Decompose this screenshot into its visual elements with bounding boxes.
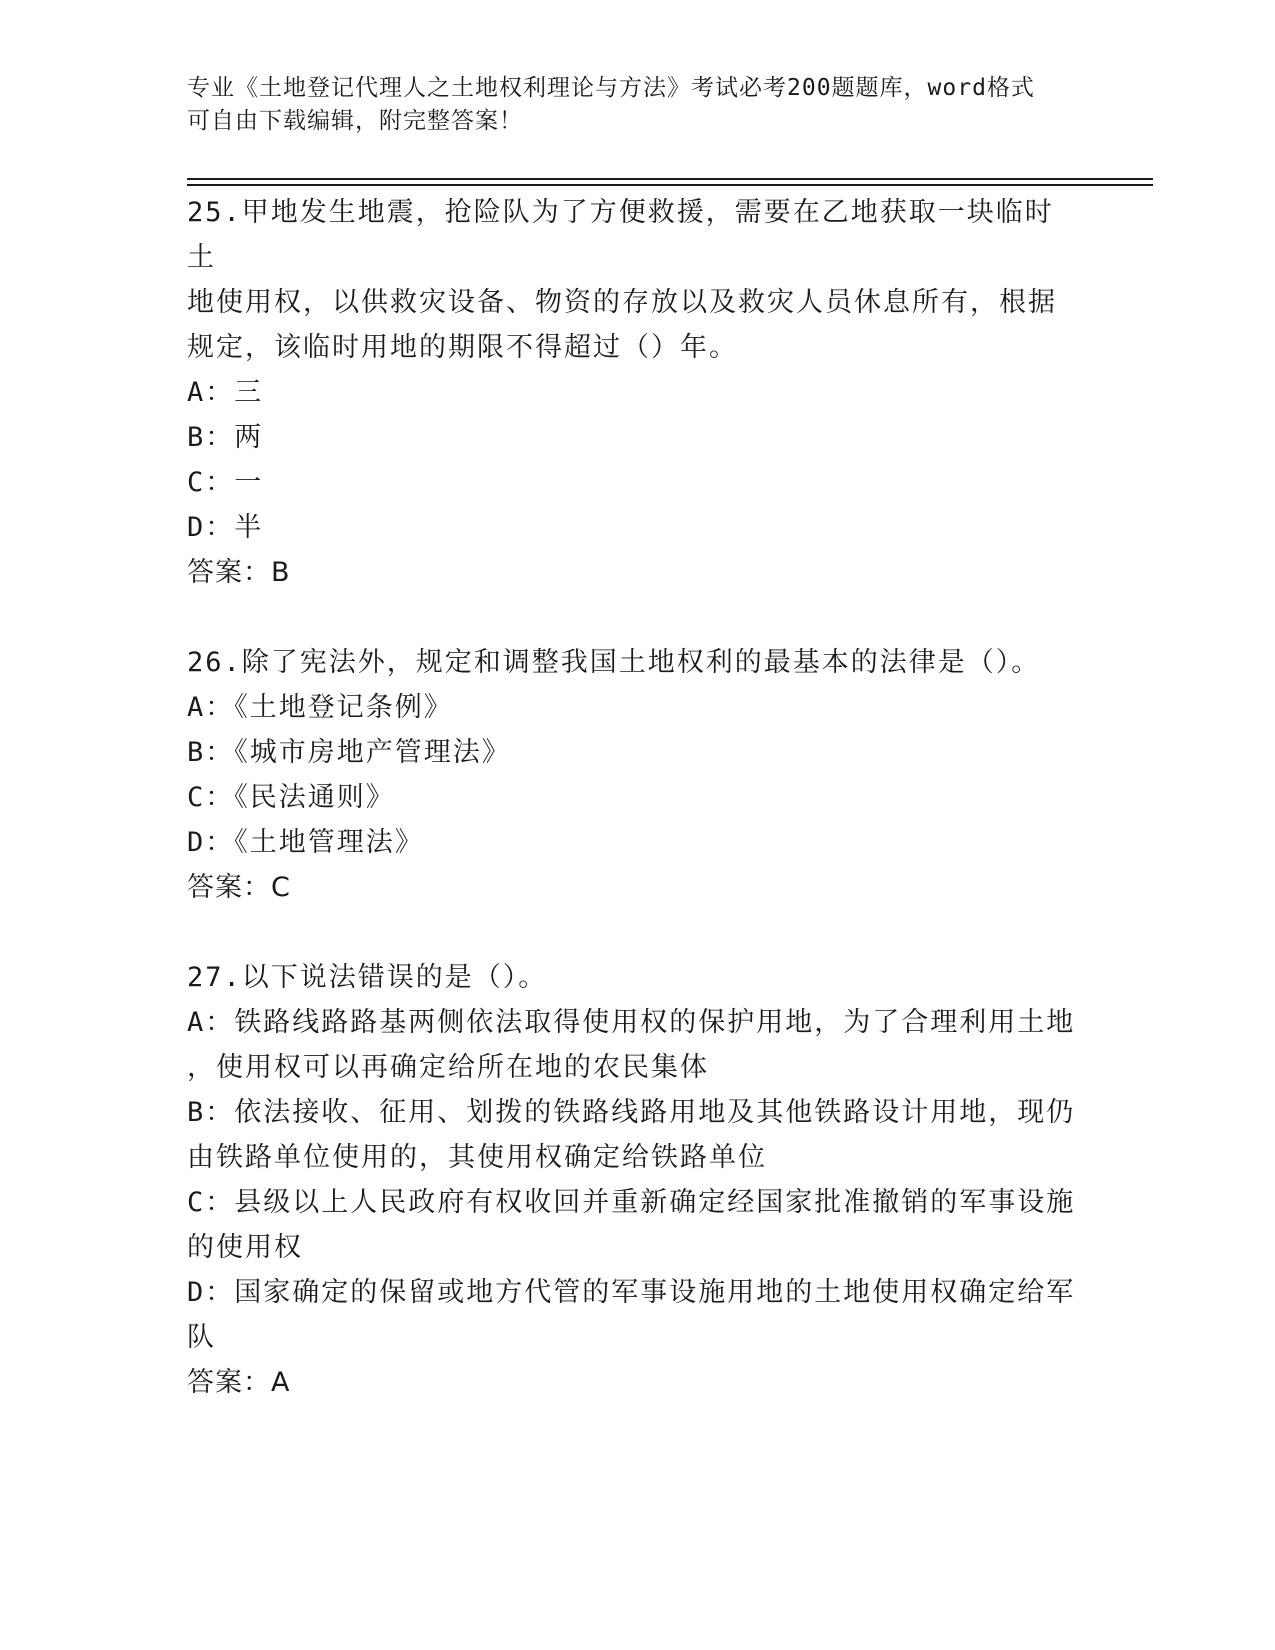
header-divider-bottom (187, 184, 1153, 186)
option-d-line-1: D：国家确定的保留或地方代管的军事设施用地的土地使用权确定给军 (187, 1277, 1076, 1308)
option-b-line-1: B：依法接收、征用、划拨的铁路线路用地及其他铁路设计用地，现仍 (187, 1097, 1076, 1128)
option-a: A：《土地登记条例》 (187, 692, 453, 723)
header-divider-top (187, 178, 1153, 180)
option-c: C：《民法通则》 (187, 782, 395, 813)
question-spacer (187, 595, 1077, 640)
question-list (187, 190, 1077, 1405)
header-line-2: 可自由下载编辑，附完整答案！ (187, 108, 523, 134)
option-d-line-2: 队 (187, 1322, 216, 1353)
question-stem-line: 规定，该临时用地的期限不得超过（）年。 (187, 332, 738, 363)
option-a-line-1: A：铁路线路路基两侧依法取得使用权的保护用地，为了合理利用土地 (187, 1007, 1076, 1038)
answer-line: 答案：C (187, 872, 291, 903)
option-d: D：《土地管理法》 (187, 827, 424, 858)
question-spacer (187, 910, 1077, 955)
option-c-line-1: C：县级以上人民政府有权收回并重新确定经国家批准撤销的军事设施 (187, 1187, 1076, 1218)
option-b: B：两 (187, 422, 264, 453)
option-a-line-2: ，使用权可以再确定给所在地的农民集体 (187, 1052, 709, 1083)
question-stem-line: 地使用权，以供救灾设备、物资的存放以及救灾人员休息所有，根据 (187, 287, 1057, 318)
option-b: B：《城市房地产管理法》 (187, 737, 511, 768)
answer-line: 答案：B (187, 557, 291, 588)
option-a: A：三 (187, 377, 264, 408)
question-stem-line: 26.除了宪法外，规定和调整我国土地权利的最基本的法律是（）。 (187, 647, 1041, 678)
question-25 (187, 190, 1077, 595)
option-c-line-2: 的使用权 (187, 1232, 303, 1263)
answer-line: 答案：A (187, 1367, 291, 1398)
question-27 (187, 955, 1077, 1405)
option-b-line-2: 由铁路单位使用的，其使用权确定给铁路单位 (187, 1142, 767, 1173)
option-d: D：半 (187, 512, 264, 543)
option-c: C：一 (187, 467, 264, 498)
question-stem-line: 27.以下说法错误的是（）。 (187, 962, 548, 993)
header-line-1: 专业《土地登记代理人之土地权利理论与方法》考试必考200题题库，word格式 (187, 75, 1035, 101)
question-26 (187, 640, 1077, 910)
question-stem-line: 25.甲地发生地震，抢险队为了方便救援，需要在乙地获取一块临时土 (187, 197, 1054, 273)
document-header (187, 72, 1067, 138)
